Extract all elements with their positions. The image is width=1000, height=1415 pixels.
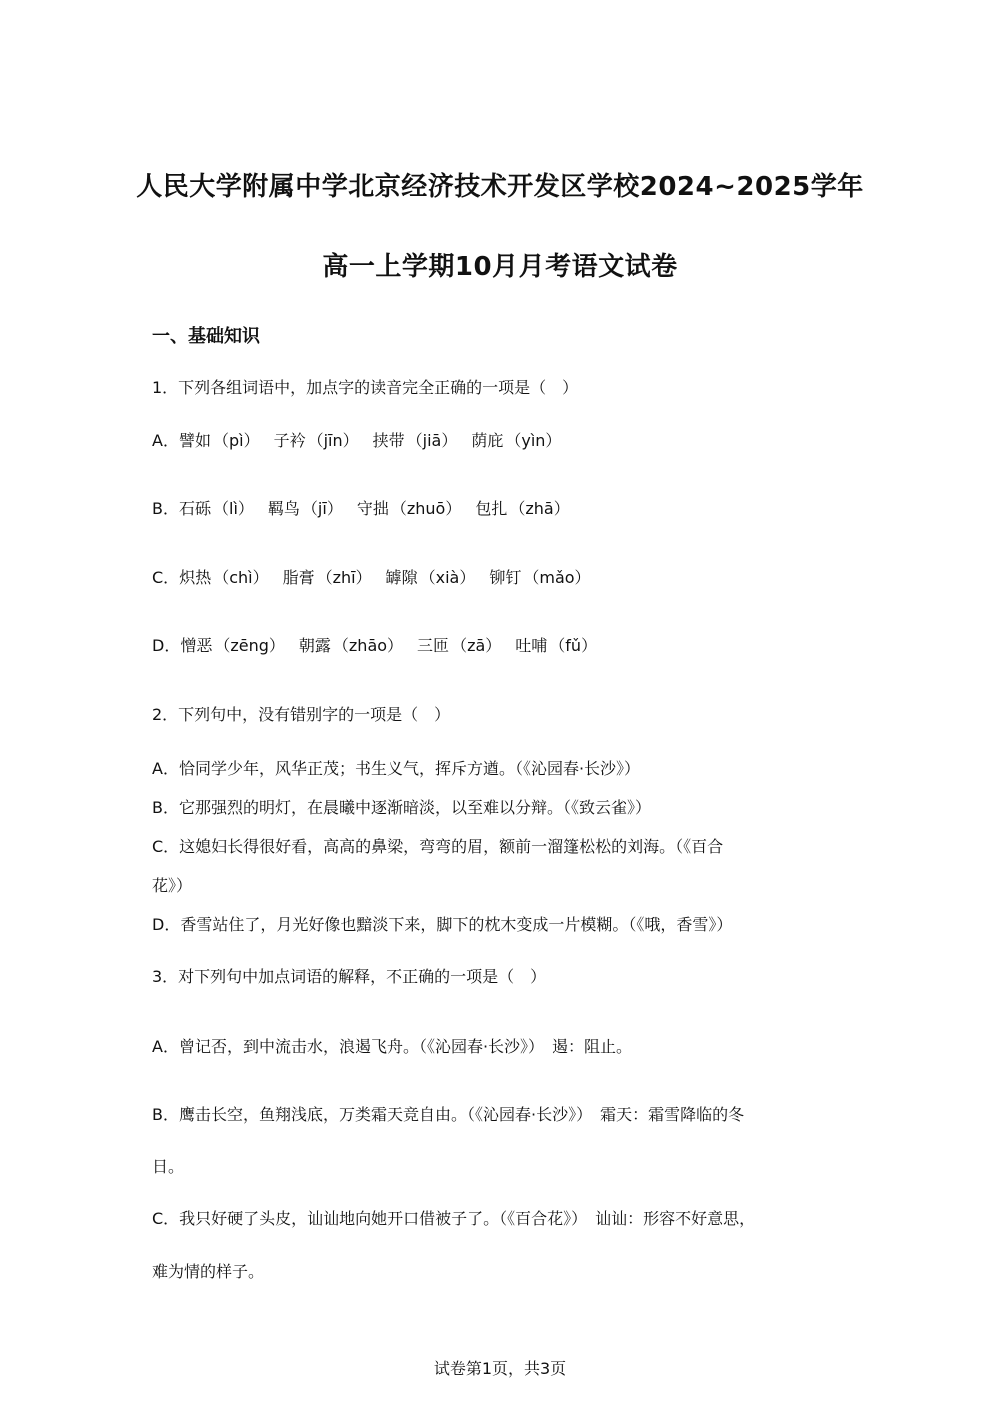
- q2-option-a: A．恰同学少年，风华正茂；书生义气，挥斥方遒。（《沁园春·长沙》）: [152, 759, 641, 778]
- option-word: 朝露: [298, 636, 331, 655]
- option-label: C．: [152, 568, 180, 587]
- q1-option-c: [152, 567, 591, 589]
- q3-option-c-cont: 难为情的样子。: [152, 1262, 265, 1281]
- option-pinyin: （zhuō）: [390, 499, 462, 518]
- option-pinyin: （fǔ）: [549, 636, 598, 655]
- option-pinyin: （jiā）: [406, 431, 458, 450]
- q3-option-a: A．曾记否，到中流击水，浪遏飞舟。（《沁园春·长沙》） 遏：阻止。: [152, 1037, 633, 1056]
- option-pinyin: （zhī）: [316, 568, 372, 587]
- title-line-2: 高一上学期10月月考语文试卷: [322, 252, 678, 282]
- option-pinyin: （xià）: [419, 568, 476, 587]
- q3-option-c: C．我只好硬了头皮，讪讪地向她开口借被子了。（《百合花》） 讪讪：形容不好意思，: [152, 1209, 756, 1228]
- q2-option-c: C．这媳妇长得很好看，高高的鼻梁，弯弯的眉，额前一溜篷松松的刘海。（《百合: [152, 837, 724, 856]
- q3-option-b-cont: 日。: [152, 1157, 185, 1176]
- option-word: 挟带: [372, 431, 405, 450]
- option-word: 铆钉: [489, 568, 522, 587]
- q2-stem: 2．下列句中，没有错别字的一项是（ ）: [152, 705, 451, 724]
- option-word: 脂膏: [282, 568, 315, 587]
- option-word: 三匝: [417, 636, 450, 655]
- option-pinyin: （mǎo）: [523, 568, 591, 587]
- q1-stem: 1．下列各组词语中，加点字的读音完全正确的一项是（ ）: [152, 378, 579, 397]
- option-word: 羁鸟: [267, 499, 300, 518]
- option-pinyin: （yìn）: [505, 431, 562, 450]
- option-pinyin: （chì）: [213, 568, 269, 587]
- option-pinyin: （zhā）: [509, 499, 570, 518]
- option-word: 守拙: [356, 499, 389, 518]
- section-heading: 一、基础知识: [152, 326, 260, 347]
- option-pinyin: （lì）: [213, 499, 254, 518]
- option-label: A．: [152, 431, 179, 450]
- option-word: 子衿: [273, 431, 306, 450]
- option-pinyin: （zā）: [451, 636, 502, 655]
- page-footer: 试卷第1页，共3页: [433, 1359, 567, 1378]
- option-word: 包扎: [475, 499, 508, 518]
- option-word: 荫庇: [471, 431, 504, 450]
- title-line-1: 人民大学附属中学北京经济技术开发区学校2024~2025学年: [136, 172, 864, 202]
- option-word: 憎恶: [180, 636, 213, 655]
- option-word: 譬如: [178, 431, 211, 450]
- option-word: 炽热: [179, 568, 212, 587]
- q3-stem: 3．对下列句中加点词语的解释，不正确的一项是（ ）: [152, 967, 547, 986]
- q1-option-a: [152, 430, 561, 452]
- option-word: 罅隙: [385, 568, 418, 587]
- q1-option-d: [152, 635, 597, 657]
- option-word: 吐哺: [515, 636, 548, 655]
- option-pinyin: （zhāo）: [332, 636, 404, 655]
- option-label: B．: [152, 499, 179, 518]
- q3-option-b: B．鹰击长空，鱼翔浅底，万类霜天竞自由。（《沁园春·长沙》） 霜天：霜雪降临的冬: [152, 1105, 745, 1124]
- q2-option-c-cont: 花》）: [152, 876, 193, 895]
- option-label: D．: [152, 636, 181, 655]
- option-word: 石砾: [178, 499, 211, 518]
- option-pinyin: （zēng）: [214, 636, 285, 655]
- q2-option-d: D．香雪站住了，月光好像也黯淡下来，脚下的枕木变成一片模糊。（《哦，香雪》）: [152, 915, 733, 934]
- option-pinyin: （jīn）: [307, 431, 359, 450]
- q2-option-b: B．它那强烈的明灯，在晨曦中逐渐暗淡，以至难以分辩。（《致云雀》）: [152, 798, 651, 817]
- option-pinyin: （pì）: [212, 431, 260, 450]
- q1-option-b: [152, 498, 570, 520]
- option-pinyin: （jī）: [301, 499, 343, 518]
